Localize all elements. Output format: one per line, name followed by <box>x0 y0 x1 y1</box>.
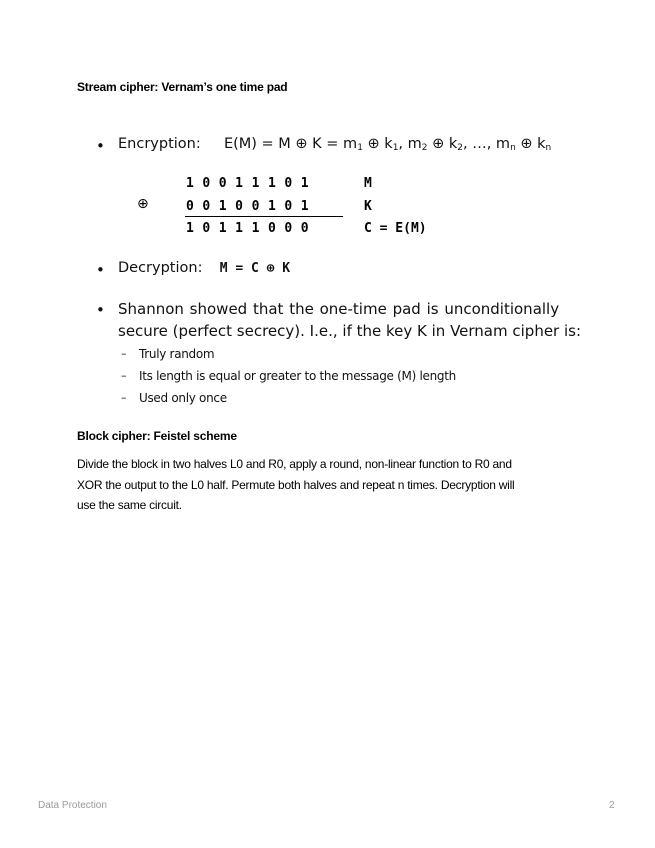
formula-part: , …, m <box>463 136 511 152</box>
feistel-paragraph <box>77 454 577 516</box>
paragraph-line: Divide the block in two halves L0 and R0, apply a round, non-linear function to R0 and <box>77 457 512 471</box>
bit: 0 <box>300 221 309 236</box>
bit: 1 <box>300 199 309 214</box>
bit: 0 <box>284 221 293 236</box>
paragraph-line: XOR the output to the L0 half. Permute both halves and repeat n times. Decryption will <box>77 477 515 492</box>
decryption-label: Decryption: <box>118 260 203 276</box>
section-heading-stream-cipher: Stream cipher: Vernam’s one time pad <box>77 80 288 94</box>
shannon-line-2: secure (perfect secrecy). I.e., if the key K in Vernam cipher is: <box>118 322 582 340</box>
formula-part: ⊕ k <box>515 136 546 152</box>
condition-item: Truly random <box>139 347 215 361</box>
footer-title: Data Protection <box>38 800 107 811</box>
formula-part: ⊕ k <box>427 136 458 152</box>
xor-row-cipher <box>186 221 317 236</box>
bit: 0 <box>251 199 260 214</box>
dash-marker: – <box>121 369 127 382</box>
bit: 1 <box>235 221 243 236</box>
bit: 1 <box>251 176 260 191</box>
formula-part: , m <box>398 136 422 152</box>
bit: 1 <box>235 176 243 191</box>
bit: 1 <box>186 221 194 236</box>
bullet-dot: • <box>96 137 105 155</box>
formula-part: E(M) = M ⊕ K = m <box>223 136 358 152</box>
formula-subscript: 1 <box>392 143 399 153</box>
bit: 1 <box>218 221 227 236</box>
paragraph-line: use the same circuit. <box>77 498 182 512</box>
bullet-dot: • <box>96 301 105 319</box>
xor-row-message-label: M <box>364 176 372 191</box>
bit: 0 <box>218 176 227 191</box>
shannon-line-1: Shannon showed that the one-time pad is unconditionally <box>118 300 560 318</box>
dash-marker: – <box>121 347 127 360</box>
xor-row-message <box>186 176 317 191</box>
bullet-dot: • <box>96 261 105 279</box>
bit: 0 <box>267 221 276 236</box>
xor-row-key-label: K <box>364 199 372 214</box>
page-number: 2 <box>609 800 615 811</box>
bit: 1 <box>251 221 260 236</box>
decryption-formula: M = C ⊕ K <box>219 261 291 276</box>
formula-subscript: 1 <box>357 143 363 153</box>
xor-row-key <box>186 199 317 214</box>
bit: 0 <box>202 176 211 191</box>
encryption-formula <box>224 136 551 152</box>
bit: 0 <box>284 176 293 191</box>
bit: 1 <box>300 176 309 191</box>
dash-marker: – <box>121 391 127 404</box>
formula-subscript: 2 <box>421 143 428 153</box>
sum-underline <box>185 216 343 217</box>
bit: 0 <box>202 199 211 214</box>
bit: 0 <box>186 199 194 214</box>
encryption-line <box>118 136 551 153</box>
encryption-label: Encryption: <box>118 136 201 152</box>
formula-subscript: 2 <box>457 143 463 153</box>
bit: 1 <box>218 199 227 214</box>
formula-subscript: n <box>510 143 516 153</box>
formula-subscript: n <box>545 143 552 153</box>
xor-operator: ⊕ <box>137 196 149 212</box>
condition-item: Its length is equal or greater to the message (M) length <box>139 369 456 383</box>
bit: 0 <box>284 199 293 214</box>
condition-item: Used only once <box>139 391 227 405</box>
bit: 1 <box>267 199 276 214</box>
section-heading-block-cipher: Block cipher: Feistel scheme <box>77 429 237 443</box>
bit: 1 <box>186 176 194 191</box>
bit: 1 <box>267 176 276 191</box>
bit: 0 <box>235 199 243 214</box>
formula-part: ⊕ k <box>362 136 393 152</box>
bit: 0 <box>202 221 211 236</box>
decryption-line <box>118 260 290 276</box>
xor-row-cipher-label: C = E(M) <box>364 221 427 236</box>
